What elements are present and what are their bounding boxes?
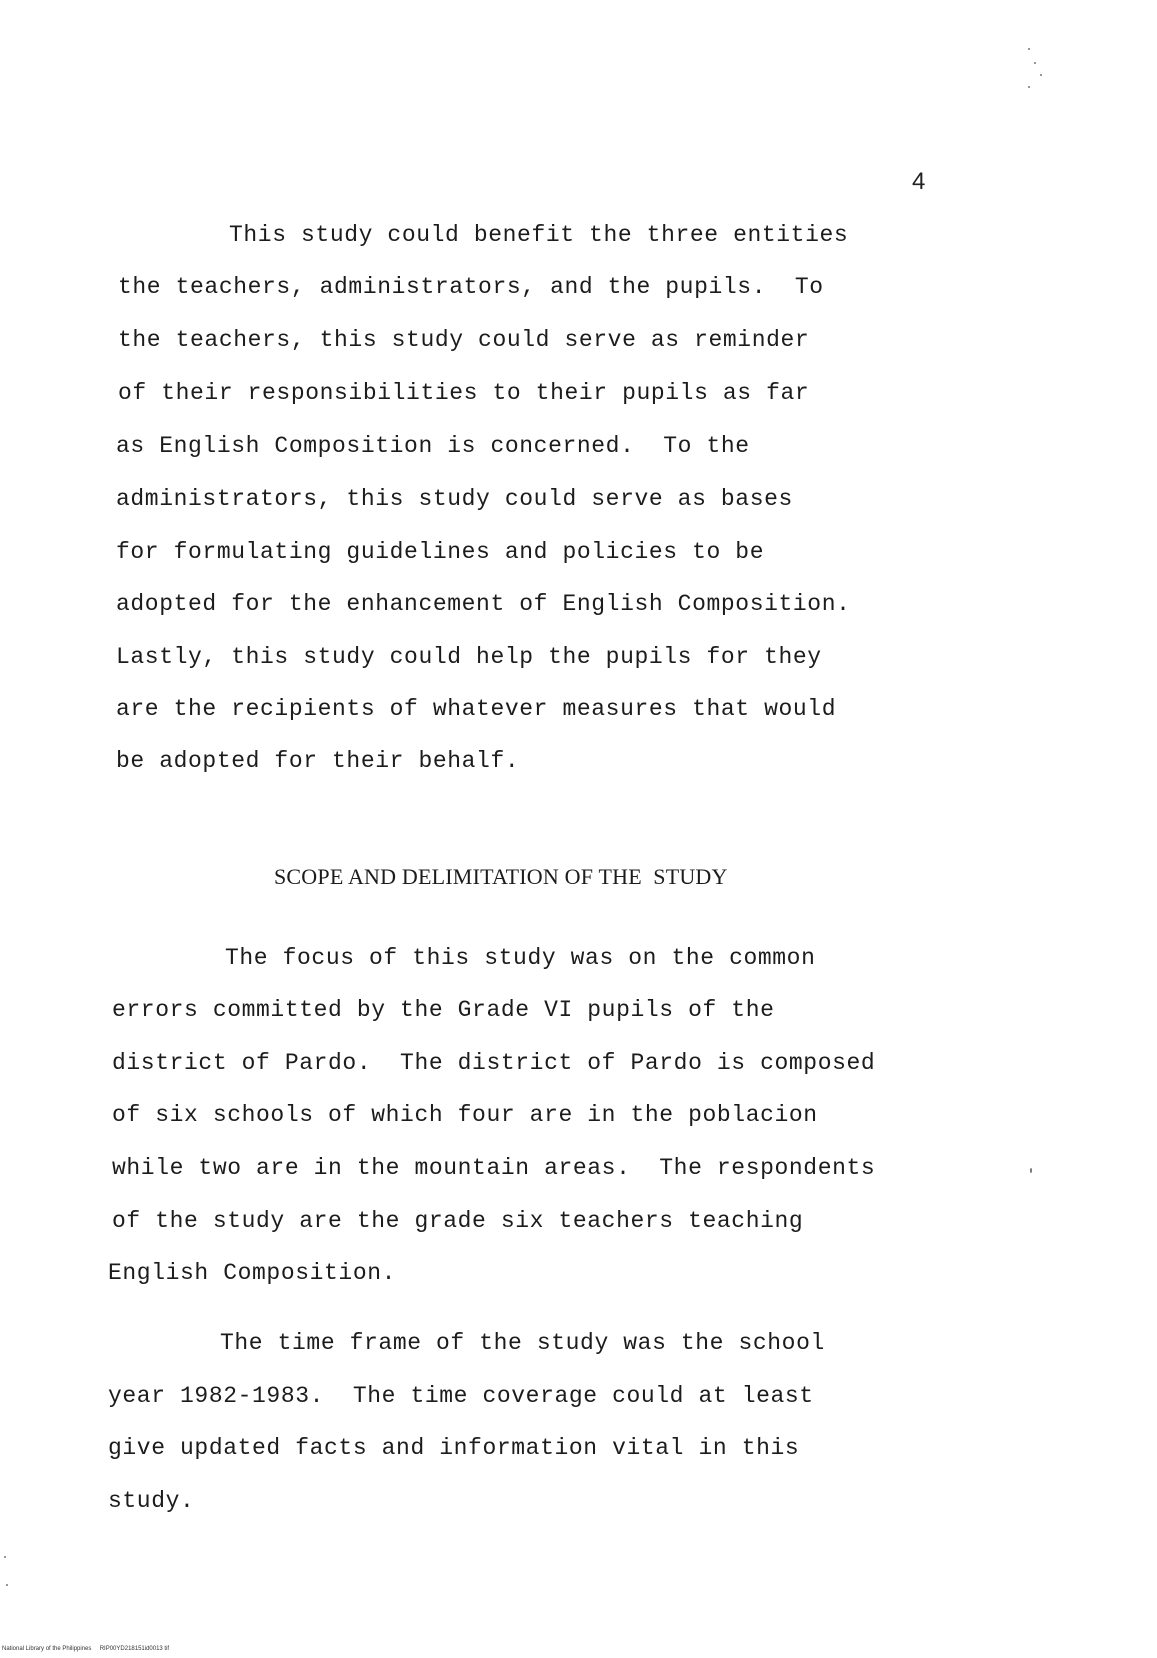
scan-speck (1040, 74, 1042, 76)
intro-line: be adopted for their behalf. (116, 748, 520, 774)
scope-line: The focus of this study was on the common (225, 945, 816, 971)
scan-speck (1034, 62, 1036, 64)
time-line: study. (108, 1488, 195, 1514)
intro-line: Lastly, this study could help the pupils for they (116, 644, 822, 670)
time-line: The time frame of the study was the school (220, 1330, 825, 1356)
intro-line: This study could benefit the three entities (229, 222, 849, 248)
intro-line: the teachers, administrators, and the pupils. To (118, 274, 824, 300)
scan-speck (1028, 48, 1030, 50)
time-line: give updated facts and information vital in this (108, 1435, 800, 1461)
page-number: 4 (912, 168, 926, 195)
intro-line: are the recipients of whatever measures that would (116, 696, 837, 722)
scan-speck (6, 1584, 8, 1586)
scan-speck (1028, 86, 1030, 88)
intro-line: administrators, this study could serve as bases (116, 486, 793, 512)
scan-speck (4, 1556, 6, 1558)
intro-line: the teachers, this study could serve as reminder (118, 327, 810, 353)
section-heading: SCOPE AND DELIMITATION OF THE STUDY (274, 864, 728, 889)
intro-line: adopted for the enhancement of English Composition. (116, 591, 851, 617)
scope-line: English Composition. (108, 1260, 397, 1286)
intro-line: of their responsibilities to their pupils as far (118, 380, 810, 406)
time-line: year 1982-1983. The time coverage could at least (108, 1383, 814, 1409)
scope-line: errors committed by the Grade VI pupils of the (112, 997, 775, 1023)
intro-line: for formulating guidelines and policies to be (116, 539, 765, 565)
scope-line: district of Pardo. The district of Pardo is composed (112, 1050, 876, 1076)
scope-line: of the study are the grade six teachers teaching (112, 1208, 804, 1234)
scope-line: while two are in the mountain areas. The respondents (112, 1155, 876, 1181)
scan-speck (1030, 1168, 1032, 1173)
intro-line: as English Composition is concerned. To the (116, 433, 750, 459)
scan-footer: National Library of the Philippines RIP00YD218151id0013 tif (2, 1646, 170, 1652)
scope-line: of six schools of which four are in the poblacion (112, 1102, 818, 1128)
